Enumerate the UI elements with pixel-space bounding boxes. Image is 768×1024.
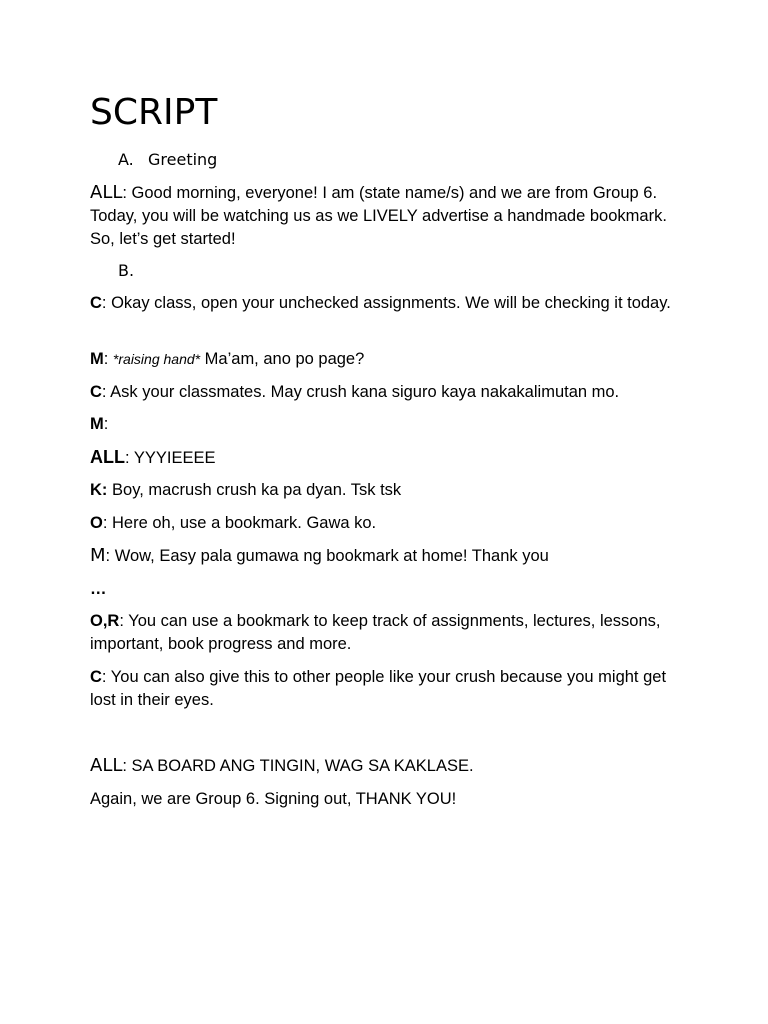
speaker-label: M [90, 415, 104, 433]
speaker-label: ALL [90, 755, 123, 776]
page-title: SCRIPT [90, 92, 218, 133]
speaker-label: C [90, 668, 102, 686]
ellipsis-line: … [90, 580, 107, 598]
speaker-label: O [90, 514, 103, 532]
dialogue-line [90, 381, 690, 404]
speaker-label: ALL [90, 182, 123, 203]
line-text: : You can also give this to other people like your crush because you might get lost in their eyes. [90, 668, 667, 709]
speaker-label: O,R [90, 612, 120, 630]
line-text: : You can use a bookmark to keep track of assignments, lectures, lessons, important, book progress and more. [90, 612, 661, 653]
dialogue-line [90, 292, 690, 315]
speaker-label: K: [90, 481, 108, 499]
line-text: : YYYIEEEE [125, 449, 216, 467]
dialogue-line [90, 512, 690, 535]
speaker-label: M [90, 545, 106, 566]
speaker-label: M [90, 350, 104, 368]
speaker-label: ALL [90, 447, 125, 467]
line-text: : Okay class, open your unchecked assignments. We will be checking it today. [101, 294, 671, 312]
speaker-label: C [90, 383, 102, 401]
section-letter-a: A. [118, 150, 134, 169]
dialogue-line [90, 479, 690, 502]
closing-line [90, 754, 690, 778]
dialogue-line [90, 446, 690, 470]
section-letter-b: B. [118, 261, 135, 280]
dialogue-line [90, 666, 690, 712]
dialogue-line [90, 413, 690, 436]
line-text: : Ask your classmates. May crush kana siguro kaya nakakalimutan mo. [101, 383, 620, 401]
section-label-a: Greeting [148, 150, 218, 169]
dialogue-line [90, 578, 690, 601]
signoff-line: Again, we are Group 6. Signing out, THANK YOU! [90, 790, 457, 808]
line-text: : SA BOARD ANG TINGIN, WAG SA KAKLASE. [122, 757, 474, 775]
section-heading-b [118, 261, 148, 281]
greeting-paragraph [90, 181, 690, 251]
speaker-label: C [90, 294, 102, 312]
dialogue-line [90, 610, 690, 656]
line-text: : Good morning, everyone! I am (state name/s) and we are from Group 6. Today, you will be watching us as we LIVELY advertise a handmade bookmark. So, let’s get started! [90, 184, 667, 248]
line-text: Ma’am, ano po page? [200, 350, 365, 368]
line-text: : Here oh, use a bookmark. Gawa ko. [102, 514, 377, 532]
section-heading-a [118, 150, 217, 170]
line-text: : Wow, Easy pala gumawa ng bookmark at home! Thank you [105, 547, 549, 565]
dialogue-line [90, 544, 690, 568]
line-text: : [103, 415, 109, 433]
stage-direction: *raising hand* [112, 351, 201, 367]
line-text: Boy, macrush crush ka pa dyan. Tsk tsk [107, 481, 402, 499]
dialogue-line: M: *raising hand* Ma’am, ano po page? [90, 350, 365, 368]
